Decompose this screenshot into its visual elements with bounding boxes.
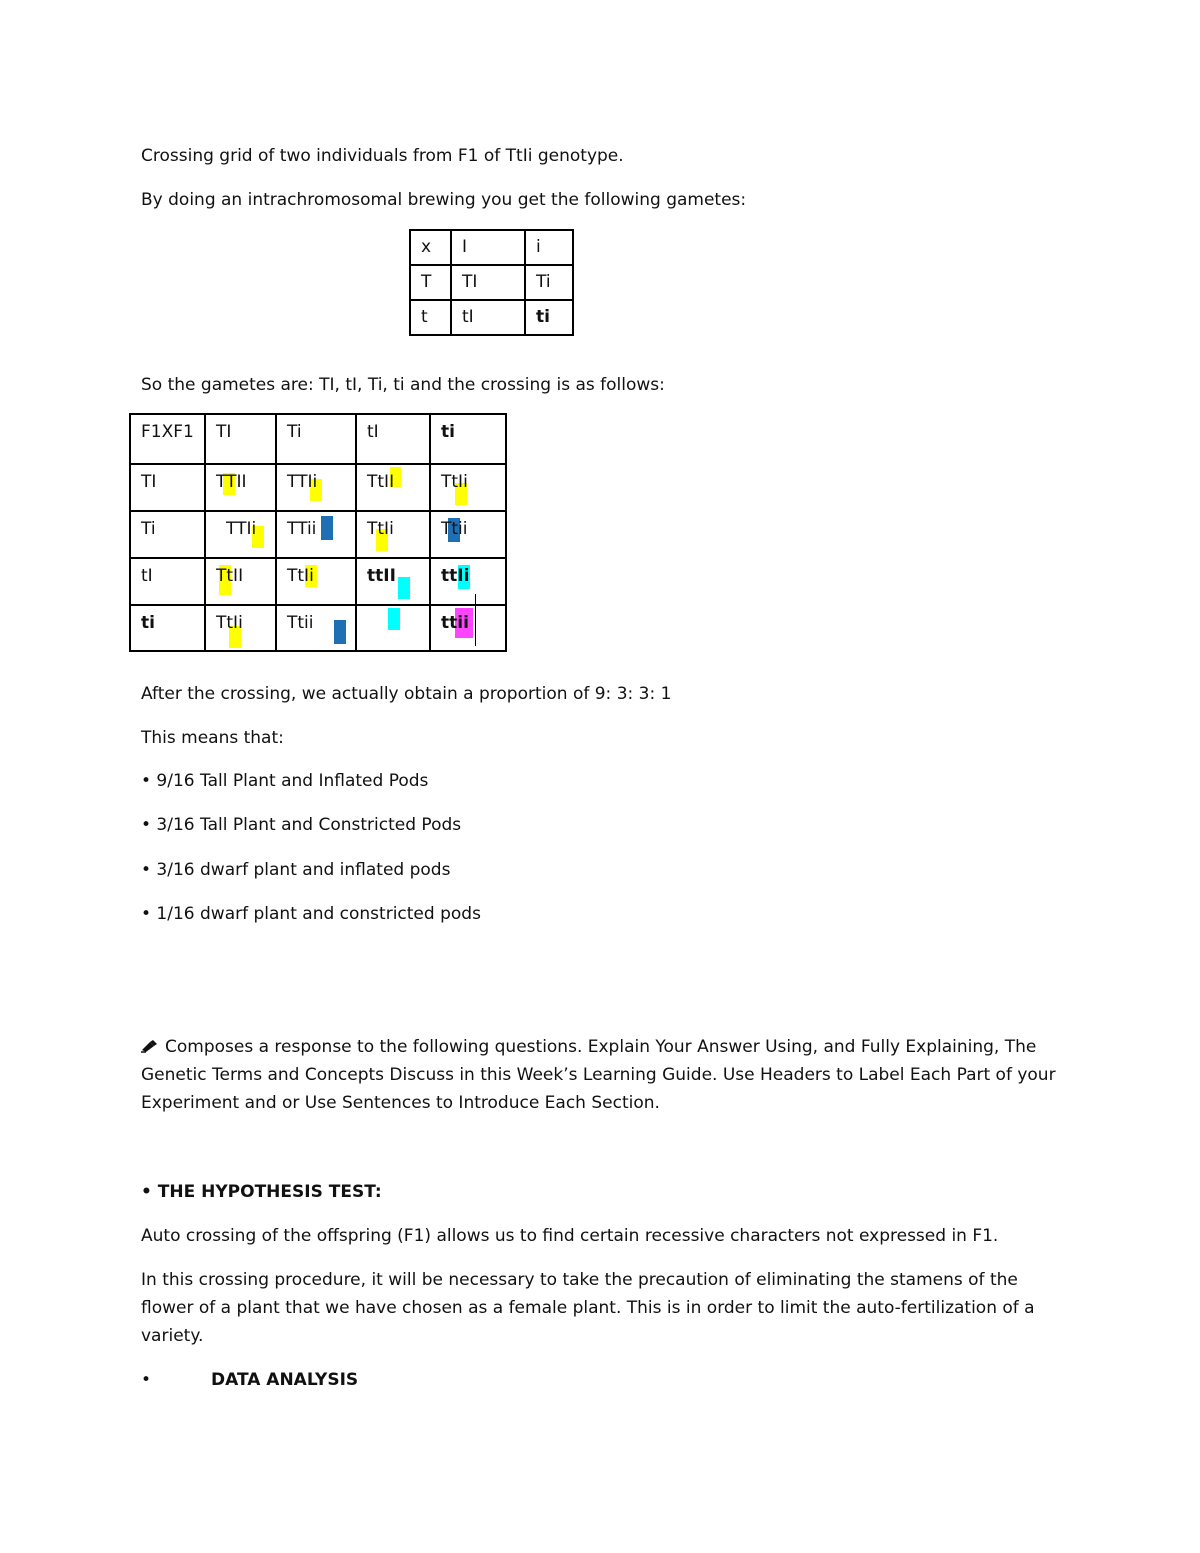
crossing-cell: ti — [430, 414, 506, 464]
gamete-cell: Ti — [525, 265, 573, 300]
cyan-marker — [398, 577, 410, 599]
crossing-grid-row — [130, 464, 506, 511]
text-cursor — [475, 594, 476, 646]
crossing-cell: ttII — [356, 558, 430, 605]
crossing-cell: TtIi — [430, 464, 506, 511]
crossing-grid-row — [130, 558, 506, 605]
gamete-cell: tI — [451, 300, 525, 335]
cyan-marker — [388, 608, 400, 630]
crossing-grid — [129, 413, 507, 652]
data-analysis-bullet: • — [141, 1370, 152, 1390]
crossing-cell: TtIi — [356, 511, 430, 558]
gamete-grid — [409, 229, 574, 336]
gamete-cell: x — [410, 230, 451, 265]
crossing-cell: TtIi — [205, 605, 276, 651]
crossing-cell — [356, 605, 430, 651]
result-bullet: • 3/16 Tall Plant and Constricted Pods — [141, 815, 462, 835]
result-bullet: • 9/16 Tall Plant and Inflated Pods — [141, 771, 429, 791]
crossing-cell: tI — [130, 558, 205, 605]
gamete-cell: T — [410, 265, 451, 300]
crossing-cell: ttii — [430, 605, 506, 651]
gamete-cell: I — [451, 230, 525, 265]
crossing-cell: Ti — [276, 414, 356, 464]
gamete-cell: i — [525, 230, 573, 265]
result-bullet: • 3/16 dwarf plant and inflated pods — [141, 860, 451, 880]
gamete-grid-row — [410, 230, 573, 265]
intro-line-2: By doing an intrachromosomal brewing you get the following gametes: — [141, 190, 747, 210]
crossing-grid-row — [130, 605, 506, 651]
crossing-grid-row — [130, 414, 506, 464]
crossing-cell: TI — [205, 414, 276, 464]
crossing-cell: Ti — [130, 511, 205, 558]
crossing-cell: TTii — [276, 511, 356, 558]
crossing-cell: ti — [130, 605, 205, 651]
crossing-cell: TTIi — [205, 511, 276, 558]
hypothesis-heading: • THE HYPOTHESIS TEST: — [141, 1182, 382, 1202]
gametes-sentence: So the gametes are: TI, tI, Ti, ti and the crossing is as follows: — [141, 375, 665, 395]
crossing-cell: TtII — [205, 558, 276, 605]
blue-marker — [334, 620, 346, 644]
crossing-cell: TI — [130, 464, 205, 511]
crossing-cell: Ttii — [430, 511, 506, 558]
intro-line-1: Crossing grid of two individuals from F1 of TtIi genotype. — [141, 146, 624, 166]
gamete-cell: t — [410, 300, 451, 335]
gamete-grid-row — [410, 265, 573, 300]
gamete-grid-row — [410, 300, 573, 335]
gamete-cell: TI — [451, 265, 525, 300]
crossing-cell: F1XF1 — [130, 414, 205, 464]
crossing-cell: TTII — [205, 464, 276, 511]
crossing-cell: tI — [356, 414, 430, 464]
blue-marker — [321, 516, 333, 540]
means-sentence: This means that: — [141, 728, 284, 748]
proportion-sentence: After the crossing, we actually obtain a proportion of 9: 3: 3: 1 — [141, 684, 672, 704]
crossing-cell: Ttii — [276, 605, 356, 651]
crossing-cell: TTIi — [276, 464, 356, 511]
hypothesis-paragraph-1: Auto crossing of the offspring (F1) allows us to find certain recessive characters not expressed in F1. — [141, 1226, 999, 1246]
crossing-grid-row — [130, 511, 506, 558]
instructions-text: Composes a response to the following questions. Explain Your Answer Using, and Fully Explaining, The Genetic Terms and Concepts Discuss in this Week’s Learning Guide. Use Headers to Label Each Part of your Experiment and or Use Sentences to Introduce Each Section. — [141, 1037, 1056, 1113]
crossing-cell: TtII — [356, 464, 430, 511]
data-analysis-heading: DATA ANALYSIS — [211, 1370, 359, 1390]
gamete-cell: ti — [525, 300, 573, 335]
hypothesis-paragraph-2: In this crossing procedure, it will be necessary to take the precaution of eliminating the stamens of the flower of a plant that we have chosen as a female plant. This is in order to limit the auto-fertilization of a variety. — [141, 1270, 1035, 1346]
instructions-paragraph — [141, 1033, 1071, 1117]
result-bullet: • 1/16 dwarf plant and constricted pods — [141, 904, 481, 924]
pen-icon — [141, 1039, 159, 1053]
crossing-cell: TtIi — [276, 558, 356, 605]
crossing-cell: ttIi — [430, 558, 506, 605]
